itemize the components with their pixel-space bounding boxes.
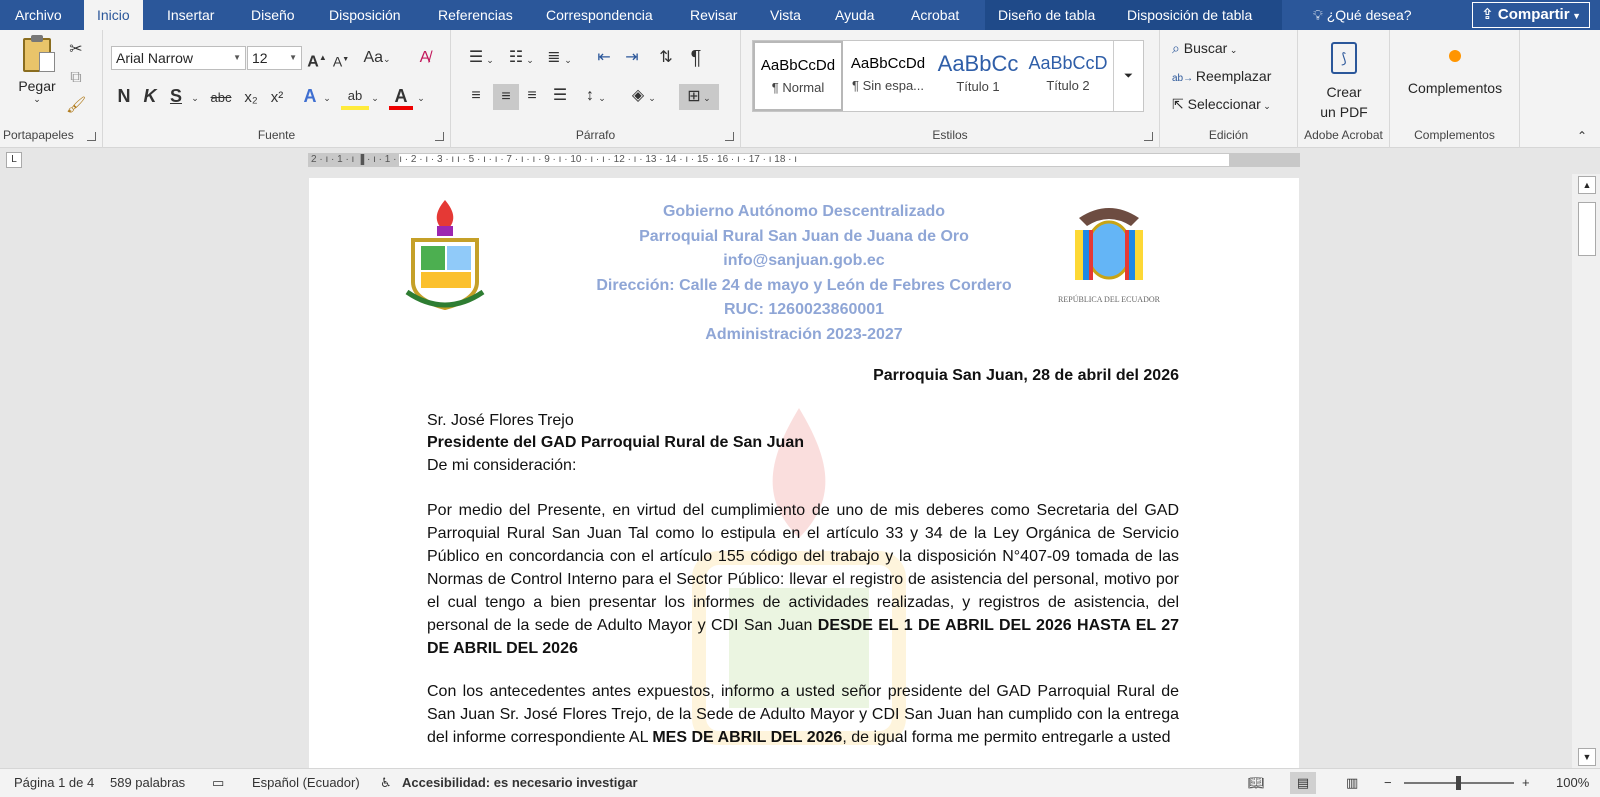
pdf-label: un PDF — [1320, 104, 1368, 120]
accessibility-status[interactable]: Accesibilidad: es necesario investigar — [402, 775, 638, 790]
tab-revisar[interactable]: Revisar — [690, 7, 738, 23]
paragraph-2-bold: MES DE ABRIL DEL 2026 — [652, 729, 843, 746]
numbering-icon[interactable]: ☷ — [508, 49, 524, 66]
superscript-button[interactable]: x² — [270, 89, 284, 106]
tab-referencias[interactable]: Referencias — [438, 7, 513, 23]
replace-label: Reemplazar — [1195, 68, 1272, 84]
style-titulo-2[interactable] — [1023, 41, 1113, 111]
scroll-thumb[interactable] — [1578, 202, 1596, 256]
style-preview: AaBbCc — [937, 51, 1019, 76]
group-label-portapapeles: Portapapeles — [3, 128, 74, 142]
chevron-down-icon: ⌄ — [383, 54, 391, 64]
group-estilos — [741, 30, 1160, 148]
style-name: Título 2 — [1046, 78, 1090, 93]
tab-archivo[interactable]: Archivo — [15, 7, 62, 23]
select-button[interactable] — [1172, 96, 1271, 113]
word-count[interactable]: 589 palabras — [110, 775, 186, 790]
group-label-fuente: Fuente — [257, 128, 296, 142]
zoom-out-icon[interactable]: − — [1384, 775, 1392, 790]
chevron-down-icon[interactable]: ⌄ — [526, 55, 534, 65]
group-adobe-acrobat — [1298, 30, 1390, 148]
style-name: ¶ Sin espa... — [851, 78, 925, 93]
style-name: Título 1 — [956, 79, 1000, 94]
align-center-icon[interactable]: ≡ — [493, 84, 519, 110]
dialog-launcher-icon[interactable] — [435, 132, 444, 141]
pilcrow-icon[interactable]: ¶ — [690, 47, 702, 69]
ribbon — [0, 30, 1600, 148]
styles-more-icon[interactable]: ⏷ — [1113, 41, 1143, 111]
tab-ayuda[interactable]: Ayuda — [835, 7, 875, 23]
recipient-name: Sr. José Flores Trejo — [427, 412, 574, 429]
chevron-down-icon[interactable]: ⌄ — [323, 93, 331, 103]
language-indicator[interactable]: Español (Ecuador) — [252, 775, 360, 790]
group-label-acrobat: Adobe Acrobat — [1304, 128, 1383, 142]
style-preview: AaBbCcDd — [850, 55, 926, 72]
style-preview: AaBbCcD — [1028, 53, 1108, 73]
status-bar — [0, 768, 1600, 797]
search-icon: ⌕ — [1172, 40, 1184, 56]
sort-icon[interactable]: ⇅ — [659, 49, 673, 66]
ribbon-tab-bar — [0, 0, 1600, 30]
zoom-level[interactable]: 100% — [1556, 775, 1590, 790]
letterhead-line: Parroquial Rural San Juan de Juana de Oro — [639, 227, 969, 245]
addins-icon — [1449, 50, 1461, 62]
style-normal[interactable] — [753, 41, 843, 111]
shading-icon[interactable]: ◈ — [631, 87, 645, 104]
addins-label: Complementos — [1407, 80, 1503, 96]
tab-diseno-tabla[interactable]: Diseño de tabla — [985, 0, 1114, 30]
scroll-up-icon[interactable]: ▲ — [1578, 176, 1596, 194]
styles-gallery — [752, 40, 1144, 112]
chevron-down-icon[interactable]: ⌄ — [648, 93, 656, 103]
cut-icon[interactable]: ✂ — [69, 41, 83, 58]
bullets-icon[interactable]: ☰ — [468, 49, 484, 66]
republica-label: REPÚBLICA DEL ECUADOR — [1058, 295, 1160, 304]
zoom-in-icon[interactable]: + — [1522, 775, 1530, 790]
paragraph-2-text-end: , de igual forma me permito entregarle a usted — [842, 729, 1171, 746]
letterhead-admin: Administración 2023-2027 — [705, 325, 903, 343]
tab-disposicion[interactable]: Disposición — [329, 7, 401, 23]
municipal-seal-logo — [395, 196, 495, 316]
accessibility-icon: ♿︎ — [380, 775, 392, 790]
vertical-scrollbar[interactable] — [1572, 174, 1600, 768]
shrink-font-icon[interactable]: A▼ — [332, 53, 350, 70]
letterhead-ruc: RUC: 1260023860001 — [723, 301, 885, 318]
create-pdf-button[interactable] — [1312, 42, 1376, 122]
ruler-area — [0, 148, 1600, 174]
strikethrough-button[interactable]: abc — [210, 90, 232, 105]
copy-icon[interactable]: ⧉ — [70, 69, 82, 86]
ruler-ticks: 2 · ı · 1 · ı ▐ · ı · 1 · ı · 2 · ı · 3 · ı ı · 5 · ı · ı · 7 · ı · ı · 9 · ı · 10 · ı · ı · 12 · ı · 13 · 14 · ı · 15 · 16 · ı · 17 · ı 18 · ı — [311, 154, 798, 165]
tab-insertar[interactable]: Insertar — [167, 7, 215, 23]
tab-selector-icon[interactable]: L — [6, 152, 22, 168]
chevron-down-icon[interactable]: ⌄ — [417, 93, 425, 103]
bold-button[interactable]: N — [117, 86, 131, 106]
chevron-down-icon[interactable]: ⌄ — [598, 93, 606, 103]
line-spacing-icon[interactable]: ↕ — [586, 87, 594, 104]
paragraph-1-text: Por medio del Presente, en virtud del cumplimiento de uno de mis deberes como Secretaria del GAD Parroquial Rural San Juan Tal como lo estipula en el artículo 33 y 34 de la Ley Orgánica de Servicio Público en concordancia con el artículo 155 código del trabajo y la disposición N°407-09 tomada de las Normas de Control Interno para el Sector Público: llevar el registro de asistencia del personal, motivo por el cual tengo a bien presentar los informes de actividades realizadas, y registros de asistencia, del personal de la sede de Adulto Mayor y CDI San Juan — [427, 502, 1179, 634]
group-fuente — [103, 30, 451, 148]
font-name-value: Arial Narrow — [116, 50, 194, 66]
tab-correspondencia[interactable]: Correspondencia — [546, 7, 653, 23]
tell-me-label: ¿Qué desea? — [1326, 7, 1412, 23]
paste-label: Pegar — [18, 78, 56, 94]
justify-icon[interactable]: ☰ — [552, 87, 568, 104]
group-label-estilos: Estilos — [932, 128, 968, 142]
tab-acrobat[interactable]: Acrobat — [911, 7, 960, 23]
paragraph-2-text: Con los antecedentes antes expuestos, informo a usted señor presidente del GAD Parroquial Rural de San Juan Sr. José Flores Trejo, de la Sede de Adulto Mayor y CDI San Juan han cumplido con la entrega del informe correspondiente AL — [427, 683, 1179, 746]
letterhead-line: Gobierno Autónomo Descentralizado — [662, 203, 946, 220]
tab-diseno[interactable]: Diseño — [251, 7, 295, 23]
chevron-down-icon: ⌄ — [33, 94, 41, 104]
style-titulo-1[interactable] — [933, 41, 1023, 111]
font-size-select[interactable] — [247, 46, 302, 70]
letterhead-email: info@sanjuan.gob.ec — [723, 252, 885, 269]
chevron-down-icon[interactable]: ⌄ — [486, 55, 494, 65]
zoom-thumb[interactable] — [1456, 776, 1461, 790]
style-preview: AaBbCcDd — [760, 57, 836, 74]
chevron-down-icon[interactable]: ⌄ — [371, 93, 379, 103]
font-size-value: 12 — [252, 50, 268, 66]
chevron-down-icon: ⌄ — [1227, 45, 1238, 55]
recipient-title: Presidente del GAD Parroquial Rural de San Juan — [427, 434, 804, 451]
right-margin-shade — [1229, 154, 1300, 166]
underline-button[interactable]: S — [169, 86, 182, 106]
letterhead-address: Dirección: Calle 24 de mayo y León de Febres Cordero — [596, 276, 1012, 294]
change-case-label: Aa — [363, 49, 384, 66]
group-edicion — [1160, 30, 1298, 148]
print-layout-icon[interactable]: ▤ — [1290, 772, 1316, 794]
dialog-launcher-icon[interactable] — [1144, 132, 1153, 141]
ecuador-coat-of-arms-logo — [1049, 200, 1169, 308]
group-label-parrafo: Párrafo — [575, 128, 616, 142]
group-label-edicion: Edición — [1208, 128, 1249, 142]
document-page[interactable] — [309, 178, 1299, 768]
paragraph-1 — [427, 499, 1179, 660]
font-color-button[interactable]: A — [389, 86, 413, 110]
chevron-down-icon: ▼ — [233, 53, 241, 62]
scroll-down-icon[interactable]: ▼ — [1578, 748, 1596, 766]
group-parrafo — [451, 30, 741, 148]
lightbulb-icon: 💡︎ — [1313, 7, 1327, 23]
multilevel-list-icon[interactable]: ≣ — [547, 49, 561, 66]
tab-inicio[interactable]: Inicio — [84, 0, 143, 30]
paragraph-2 — [427, 680, 1179, 749]
replace-icon: ab→ — [1172, 73, 1196, 84]
share-icon: ⇪ — [1481, 6, 1498, 23]
clear-formatting-icon[interactable]: A̸ — [419, 49, 431, 66]
clipboard-icon — [23, 38, 51, 72]
format-painter-icon[interactable]: 🖌︎ — [66, 97, 87, 114]
tab-vista[interactable]: Vista — [770, 7, 801, 23]
italic-button[interactable]: K — [143, 86, 157, 106]
replace-button[interactable] — [1172, 68, 1271, 84]
style-sin-espacio[interactable] — [843, 41, 933, 111]
group-label-complementos: Complementos — [1414, 128, 1495, 142]
letterhead — [549, 200, 1059, 347]
web-layout-icon[interactable]: ▥ — [1346, 775, 1359, 790]
proofing-icon[interactable]: ▭ — [212, 775, 225, 790]
paste-button[interactable] — [14, 38, 60, 105]
read-mode-icon[interactable]: 📖︎ — [1248, 775, 1265, 790]
collapse-ribbon-icon[interactable]: ⌃ — [1576, 129, 1588, 143]
pdf-icon: ⟆ — [1331, 42, 1357, 74]
cursor-icon: ⇱ — [1172, 96, 1188, 112]
tab-disposicion-tabla[interactable]: Disposición de tabla — [1114, 0, 1282, 30]
dialog-launcher-icon[interactable] — [725, 132, 734, 141]
subscript-button[interactable]: x₂ — [244, 89, 258, 106]
grow-font-icon[interactable]: A▲ — [307, 53, 327, 71]
chevron-down-icon: ▼ — [1569, 11, 1581, 21]
page-count[interactable]: Página 1 de 4 — [14, 775, 95, 790]
text-effects-icon[interactable]: A — [303, 86, 317, 106]
dialog-launcher-icon[interactable] — [87, 132, 96, 141]
find-button[interactable] — [1172, 40, 1237, 57]
share-label: Compartir — [1497, 6, 1570, 23]
addins-button[interactable] — [1400, 46, 1510, 96]
chevron-down-icon: ▼ — [289, 53, 297, 62]
tell-me-box[interactable] — [1300, 0, 1425, 30]
decrease-indent-icon[interactable]: ⇤ — [597, 49, 611, 66]
share-button[interactable] — [1472, 2, 1590, 28]
change-case-button[interactable] — [359, 48, 395, 69]
align-left-icon[interactable]: ≡ — [471, 87, 481, 104]
align-right-icon[interactable]: ≡ — [527, 87, 537, 104]
group-portapapeles — [0, 30, 103, 148]
highlight-button[interactable]: ab — [341, 86, 369, 110]
group-complementos — [1390, 30, 1520, 148]
greeting: De mi consideración: — [427, 457, 577, 474]
chevron-down-icon: ⌄ — [1260, 101, 1271, 111]
chevron-down-icon[interactable]: ⌄ — [564, 55, 572, 65]
select-label: Seleccionar — [1187, 96, 1261, 112]
date-line: Parroquia San Juan, 28 de abril del 2026 — [873, 367, 1179, 384]
increase-indent-icon[interactable]: ⇥ — [625, 49, 639, 66]
font-name-select[interactable] — [111, 46, 246, 70]
paragraph-1-bold: DESDE EL 1 DE ABRIL DEL 2026 HASTA EL 27 DE ABRIL DEL 2026 — [427, 617, 1180, 657]
style-name: ¶ Normal — [771, 80, 825, 95]
horizontal-ruler[interactable] — [308, 153, 1300, 167]
chevron-down-icon[interactable]: ⌄ — [191, 93, 199, 103]
create-label: Crear — [1326, 84, 1362, 100]
find-label: Buscar — [1183, 40, 1228, 56]
borders-icon[interactable]: ⊞ ⌄ — [679, 84, 719, 110]
